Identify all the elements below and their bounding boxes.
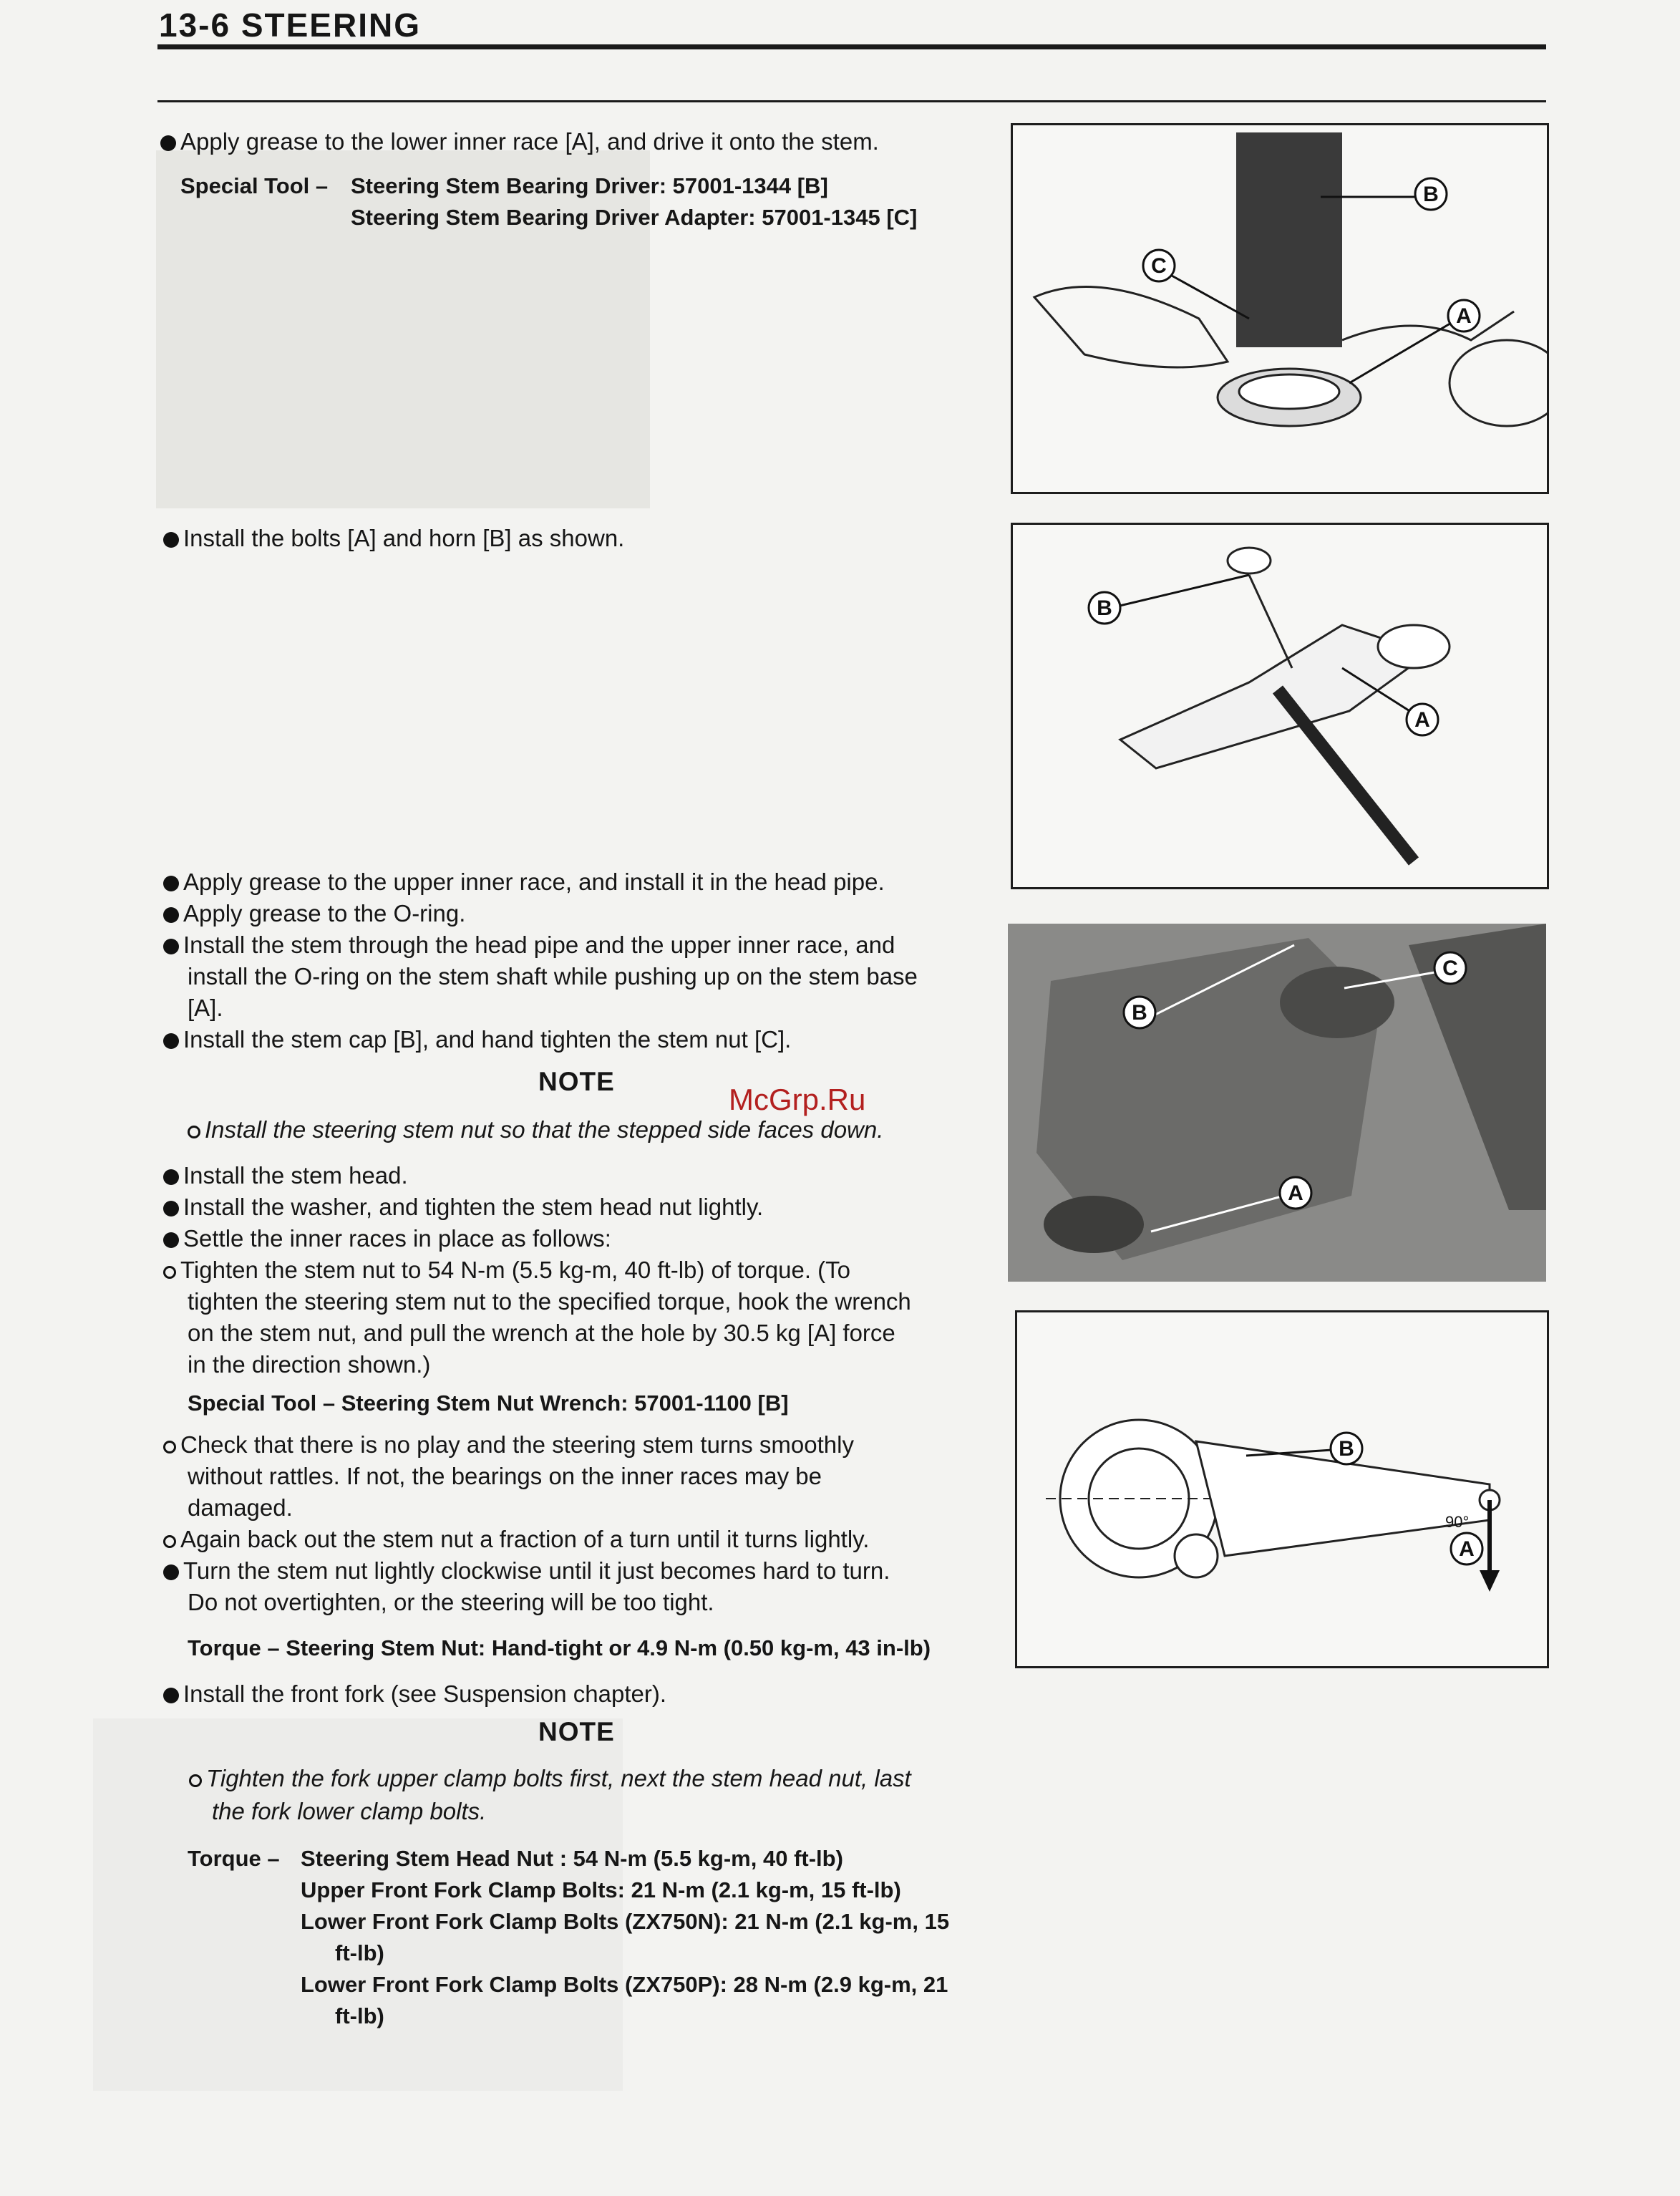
tool-line: Steering Stem Bearing Driver: 57001-1344 [B] (351, 173, 828, 198)
continuation-line: tighten the steering stem nut to the specified torque, hook the wrench (188, 1288, 911, 1315)
bullet-line (163, 523, 624, 554)
bullet-line (163, 1160, 911, 1191)
bullet-text: Turn the stem nut lightly clockwise until it just becomes hard to turn. (183, 1557, 890, 1584)
sub-bullet-text: Check that there is no play and the steering stem turns smoothly (180, 1431, 854, 1458)
section-rule (157, 100, 1546, 102)
open-circle-icon (163, 1441, 176, 1453)
horn-arm (1249, 575, 1292, 668)
note-line (188, 1114, 883, 1146)
special-tool-line: Special Tool – Steering Stem Nut Wrench: 57001-1100 [B] (188, 1390, 789, 1416)
figure-stem-photo-drawing (1008, 924, 1546, 1282)
torque-item-continuation: ft-lb) (335, 1940, 384, 1965)
procedure-block-2 (163, 1160, 911, 1380)
figure-bearing-driver (1011, 123, 1549, 494)
procedure-block-3 (163, 1429, 890, 1618)
torque-prefix: Torque – (188, 1846, 280, 1871)
torque-item: Upper Front Fork Clamp Bolts: 21 N-m (2.1 kg-m, 15 ft-lb) (301, 1877, 901, 1902)
sub-bullet-line (163, 1254, 911, 1286)
bullet-dot-icon (163, 1201, 179, 1216)
sub-bullet-line (163, 1524, 890, 1555)
label-c: C (1442, 957, 1458, 980)
bullet-line (163, 1678, 666, 1710)
open-circle-icon (163, 1535, 176, 1548)
open-circle-icon (189, 1774, 202, 1787)
force-arrow-icon (1480, 1570, 1500, 1592)
label-a: A (1456, 304, 1472, 328)
bullet-dot-icon (163, 939, 179, 954)
stem-shaft (1278, 690, 1414, 861)
driver-shaft (1236, 132, 1342, 347)
bullet-text: Apply grease to the lower inner race [A], and drive it onto the stem. (180, 128, 879, 155)
bullet-text: Apply grease to the O-ring. (183, 900, 466, 927)
header-rule (157, 44, 1546, 49)
torque-item-continuation: ft-lb) (335, 2003, 384, 2028)
continuation-line: without rattles. If not, the bearings on the inner races may be (188, 1463, 822, 1489)
label-b: B (1097, 596, 1112, 620)
stem-base-shape (1044, 1196, 1144, 1253)
bullet-text: Install the stem through the head pipe and the upper inner race, and (183, 932, 895, 958)
torque-item: Lower Front Fork Clamp Bolts (ZX750P): 28 N-m (2.9 kg-m, 21 (301, 1972, 948, 1997)
label-a: A (1459, 1537, 1475, 1561)
bullet-text: Install the washer, and tighten the stem head nut lightly. (183, 1194, 764, 1220)
bullet-line (163, 866, 918, 898)
stem-nut-shape (1280, 967, 1394, 1038)
figure-bolts-horn-drawing (1013, 525, 1547, 887)
torque-line: Torque – Steering Stem Nut: Hand-tight or 4.9 N-m (0.50 kg-m, 43 in-lb) (188, 1635, 931, 1660)
note-title: NOTE (538, 1067, 615, 1096)
label-a: A (1288, 1181, 1303, 1205)
label-b: B (1132, 1001, 1147, 1025)
open-circle-icon (188, 1126, 200, 1138)
bullet-dot-icon (163, 532, 179, 548)
page-header-title: 13-6 STEERING (159, 6, 421, 44)
bullet-line (163, 1555, 890, 1587)
sub-bullet-text: Tighten the stem nut to 54 N-m (5.5 kg-m, 40 ft-lb) of torque. (To (180, 1257, 851, 1283)
continuation-line: Do not overtighten, or the steering will be too tight. (188, 1589, 714, 1615)
continuation-line: [A]. (188, 995, 223, 1021)
bearing-inner (1239, 374, 1339, 409)
bullet-dot-icon (163, 1688, 179, 1703)
bullet-dot-icon (163, 1033, 179, 1049)
bullet-text: Apply grease to the upper inner race, and install it in the head pipe. (183, 869, 885, 895)
bullet-dot-icon (163, 1169, 179, 1185)
figure-nut-wrench (1015, 1310, 1549, 1668)
bullet-dot-icon (163, 876, 179, 891)
continuation-line: install the O-ring on the stem shaft while pushing up on the stem base (188, 963, 918, 990)
angle-label: 90° (1445, 1513, 1470, 1531)
continuation-line: damaged. (188, 1494, 293, 1521)
bullet-line (160, 126, 879, 158)
watermark: McGrp.Ru (729, 1083, 866, 1116)
label-c: C (1151, 254, 1167, 278)
continuation-line: on the stem nut, and pull the wrench at the hole by 30.5 kg [A] force (188, 1320, 895, 1346)
leader-line (1099, 575, 1249, 611)
label-b: B (1423, 183, 1439, 206)
note-title: NOTE (538, 1717, 615, 1746)
torque-item: Lower Front Fork Clamp Bolts (ZX750N): 21 N-m (2.1 kg-m, 15 (301, 1909, 950, 1934)
note-line (189, 1763, 911, 1794)
bullet-dot-icon (163, 1564, 179, 1580)
clamp-ring-outline (1450, 340, 1547, 426)
bullet-text: Settle the inner races in place as follows: (183, 1225, 611, 1252)
label-b: B (1339, 1437, 1354, 1461)
procedure-block (163, 866, 918, 1055)
bullet-text: Install the stem cap [B], and hand tighten the stem nut [C]. (183, 1026, 792, 1053)
note-text: Tighten the fork upper clamp bolts first, next the stem head nut, last (206, 1765, 911, 1791)
bullet-text: Install the bolts [A] and horn [B] as shown. (183, 525, 625, 551)
horn-top (1228, 548, 1271, 574)
torque-list (301, 1843, 949, 2032)
torque-item: Steering Stem Head Nut : 54 N-m (5.5 kg-m, 40 ft-lb) (301, 1846, 843, 1871)
bullet-line (163, 1191, 911, 1223)
note-text: Install the steering stem nut so that the stepped side faces down. (205, 1116, 884, 1143)
bullet-line (163, 929, 918, 961)
tool-prefix: Special Tool – (180, 173, 329, 198)
bullet-text: Install the front fork (see Suspension chapter). (183, 1680, 667, 1707)
figure-nut-wrench-drawing (1017, 1312, 1547, 1666)
tool-line: Steering Stem Bearing Driver Adapter: 57001-1345 [C] (351, 205, 918, 230)
continuation-line: in the direction shown.) (188, 1351, 431, 1378)
figure-bearing-driver-drawing (1013, 125, 1547, 492)
bullet-line (163, 1024, 918, 1055)
bullet-text: Install the stem head. (183, 1162, 408, 1189)
stem-base-outline (1034, 286, 1228, 367)
sub-bullet-text: Again back out the stem nut a fraction of a turn until it turns lightly. (180, 1526, 870, 1552)
bullet-dot-icon (163, 1232, 179, 1248)
bullet-line (163, 1223, 911, 1254)
sub-bullet-line (163, 1429, 890, 1461)
fork-hole (1378, 625, 1450, 668)
figure-bolts-horn (1011, 523, 1549, 889)
note-line: the fork lower clamp bolts. (212, 1798, 487, 1824)
bullet-line (163, 898, 918, 929)
open-circle-icon (163, 1266, 176, 1279)
bullet-dot-icon (160, 135, 176, 151)
label-a: A (1414, 708, 1430, 732)
wrench-hook (1175, 1534, 1218, 1577)
bullet-dot-icon (163, 907, 179, 923)
figure-stem-photo (1008, 924, 1546, 1282)
